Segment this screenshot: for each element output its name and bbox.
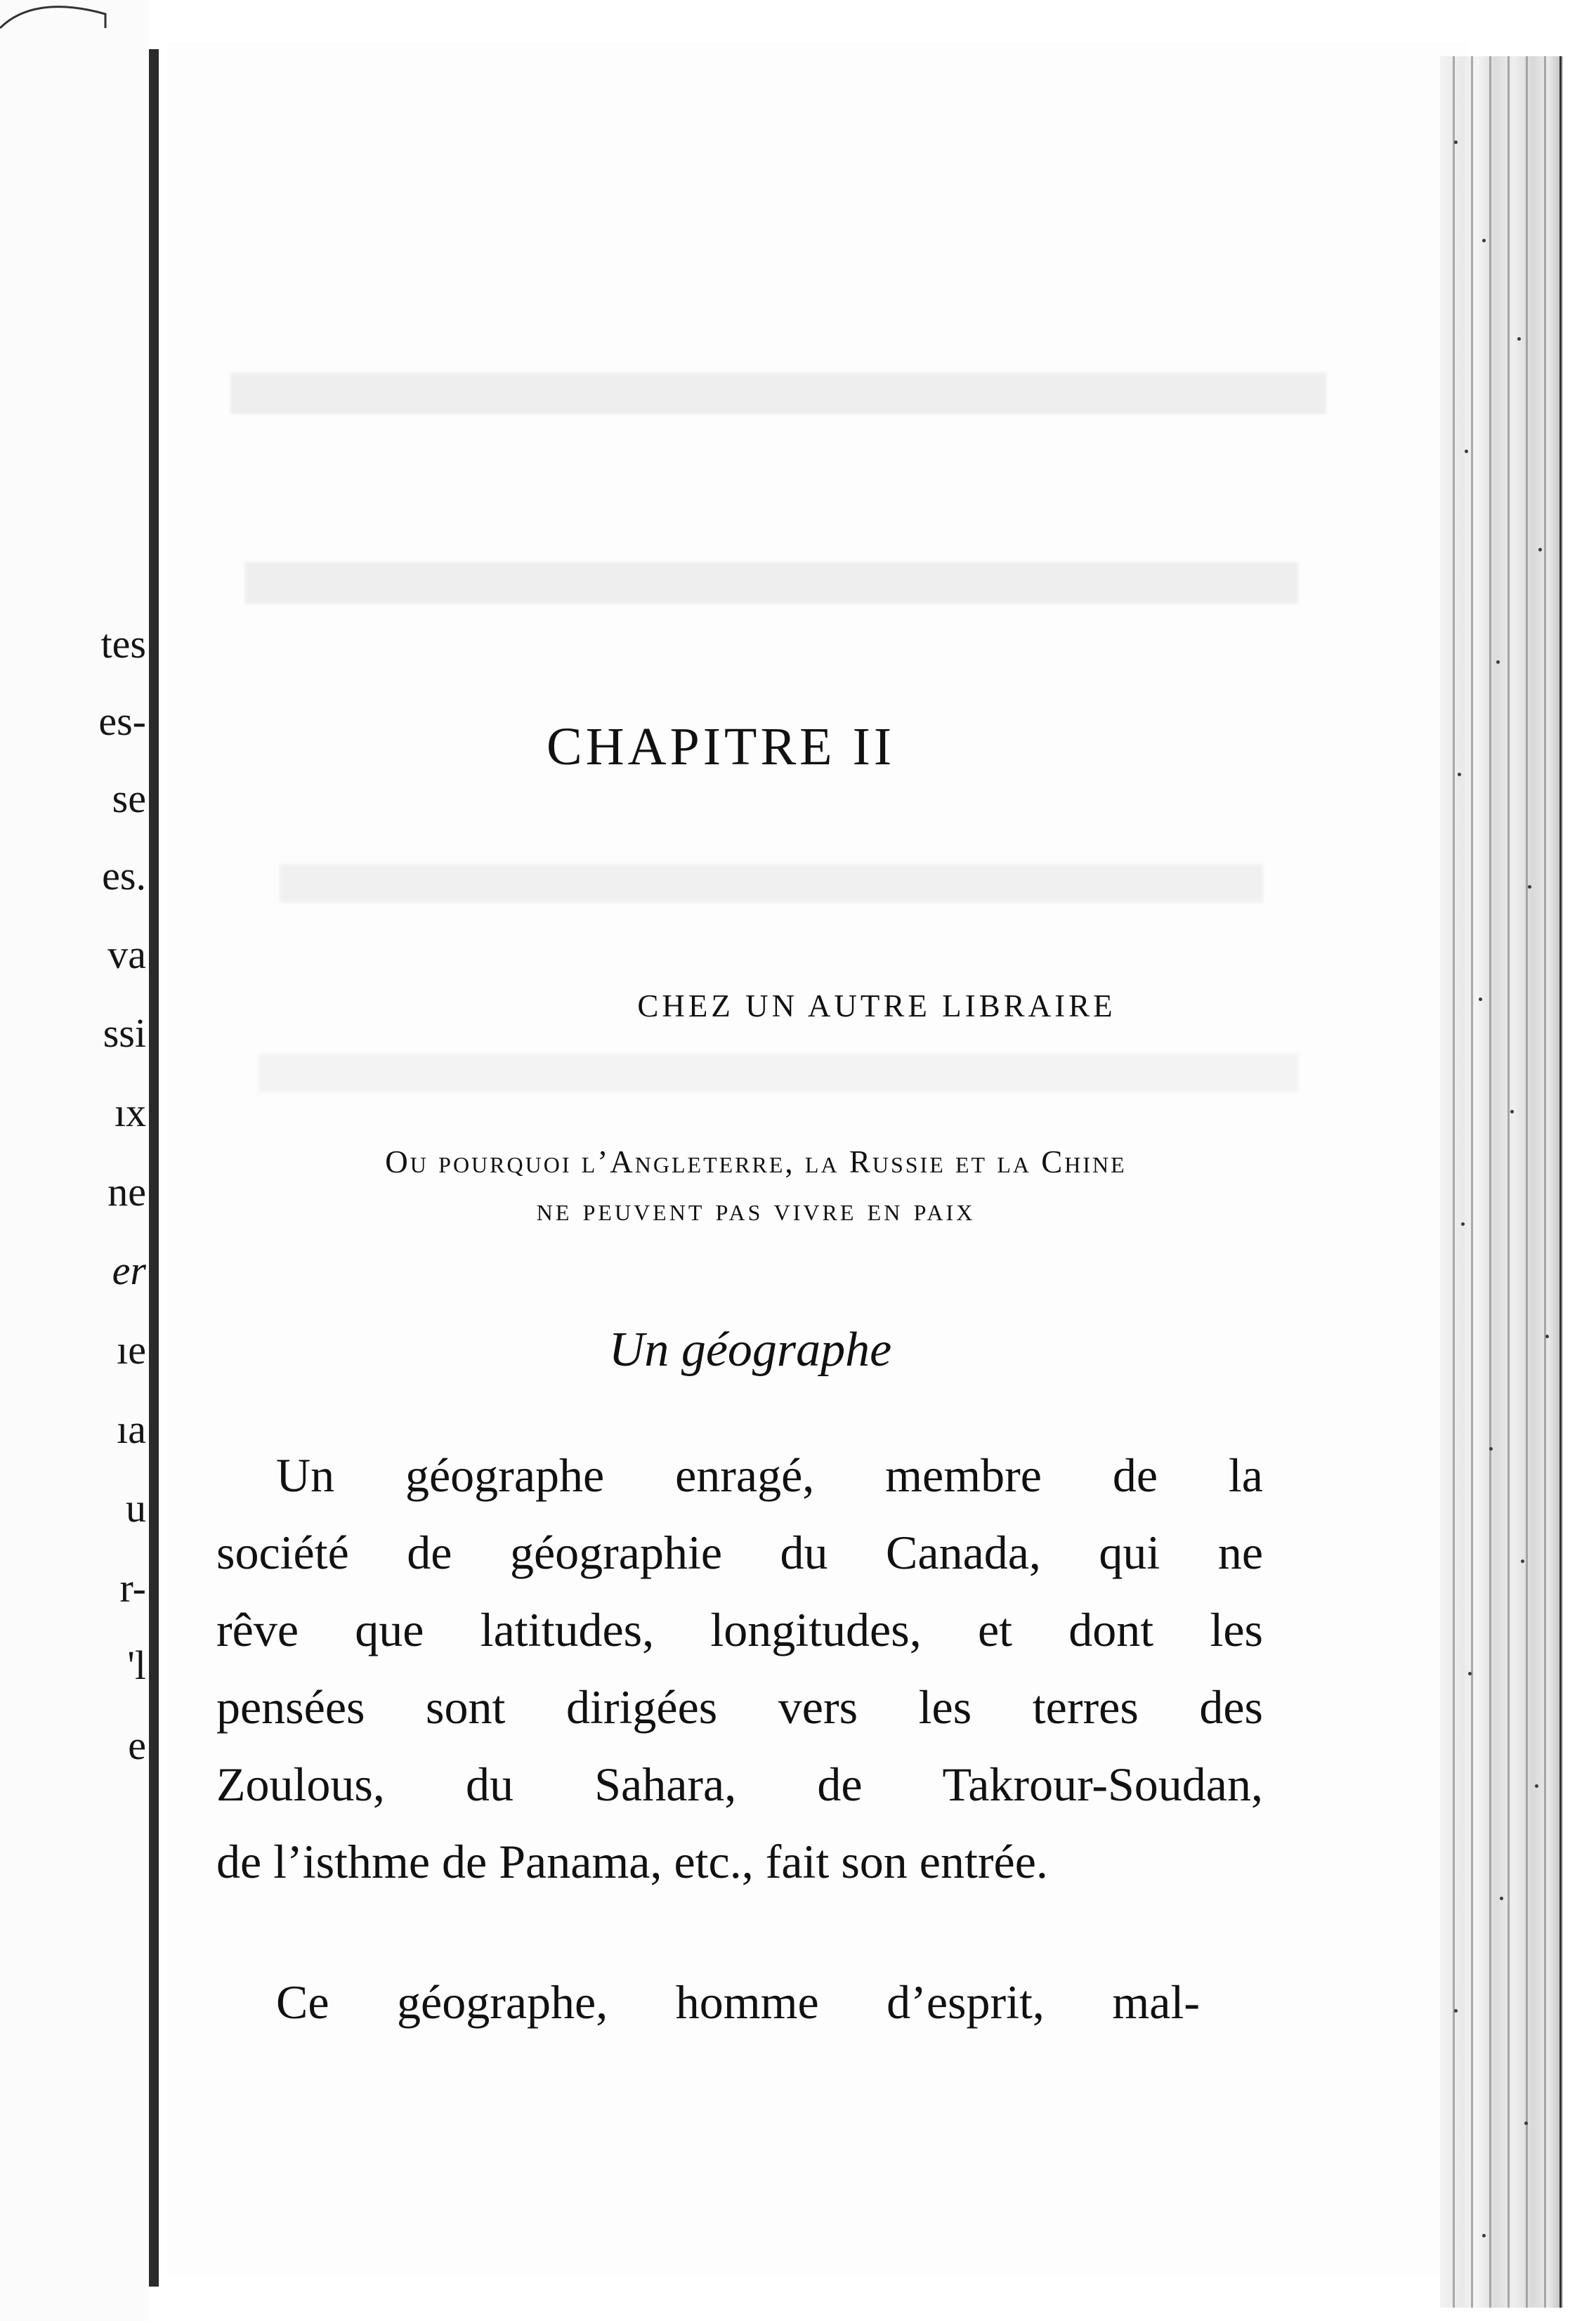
show-through-line (280, 864, 1263, 903)
left-page-line: u (126, 1485, 146, 1531)
book-fore-edge (1440, 56, 1563, 2308)
paragraph-line: de l’isthme de Panama, etc., fait son entrée. (216, 1835, 1048, 1888)
paragraph-line: Zoulous, du Sahara, de Takrour-Soudan, (216, 1758, 1263, 1811)
left-page-line: er (112, 1248, 146, 1293)
left-page-line: va (107, 931, 146, 977)
left-page-line: ıe (117, 1327, 146, 1373)
paragraph-2 (216, 1963, 1200, 2041)
left-page-line: es. (102, 853, 146, 898)
previous-page-fragment (0, 0, 149, 2321)
show-through-line (230, 372, 1326, 414)
left-page-line: e (128, 1722, 146, 1768)
page-margin-right (1563, 56, 1596, 2321)
section-heading: Un géographe (608, 1323, 892, 1377)
paragraph-line: Un géographe enragé, membre de la (276, 1449, 1263, 1502)
paragraph-1 (216, 1437, 1263, 1900)
left-page-line: se (112, 776, 146, 821)
subsubtitle-line-2: ne peuvent pas vivre en paix (536, 1192, 976, 1227)
book-page (167, 42, 1467, 2276)
paragraph-line: Ce géographe, homme d’esprit, mal- (276, 1975, 1200, 2029)
left-page-line: ıa (117, 1406, 146, 1452)
paragraph-line: pensées sont dirigées vers les terres des (216, 1680, 1263, 1734)
chapter-title: CHAPITRE II (547, 717, 896, 776)
left-page-line: r- (119, 1565, 146, 1611)
left-page-line: 'l (127, 1642, 146, 1688)
show-through-line (259, 1054, 1298, 1092)
left-page-line: es- (98, 698, 146, 744)
chapter-subsubtitle (208, 1138, 1304, 1234)
left-page-line: ıx (114, 1090, 146, 1135)
left-page-line: tes (100, 621, 146, 667)
show-through-line (244, 562, 1298, 604)
scan-corner-mark (0, 0, 112, 42)
chapter-subtitle: CHEZ UN AUTRE LIBRAIRE (637, 988, 1116, 1024)
left-page-line: ne (107, 1169, 146, 1215)
left-page-line: ssi (103, 1010, 146, 1056)
subsubtitle-line-1: Ou pourquoi l’Angleterre, la Russie et la Chine (385, 1144, 1127, 1179)
book-spine-gutter (149, 49, 159, 2287)
paragraph-line: rêve que latitudes, longitudes, et dont les (216, 1603, 1263, 1656)
paragraph-line: société de géographie du Canada, qui ne (216, 1526, 1263, 1579)
